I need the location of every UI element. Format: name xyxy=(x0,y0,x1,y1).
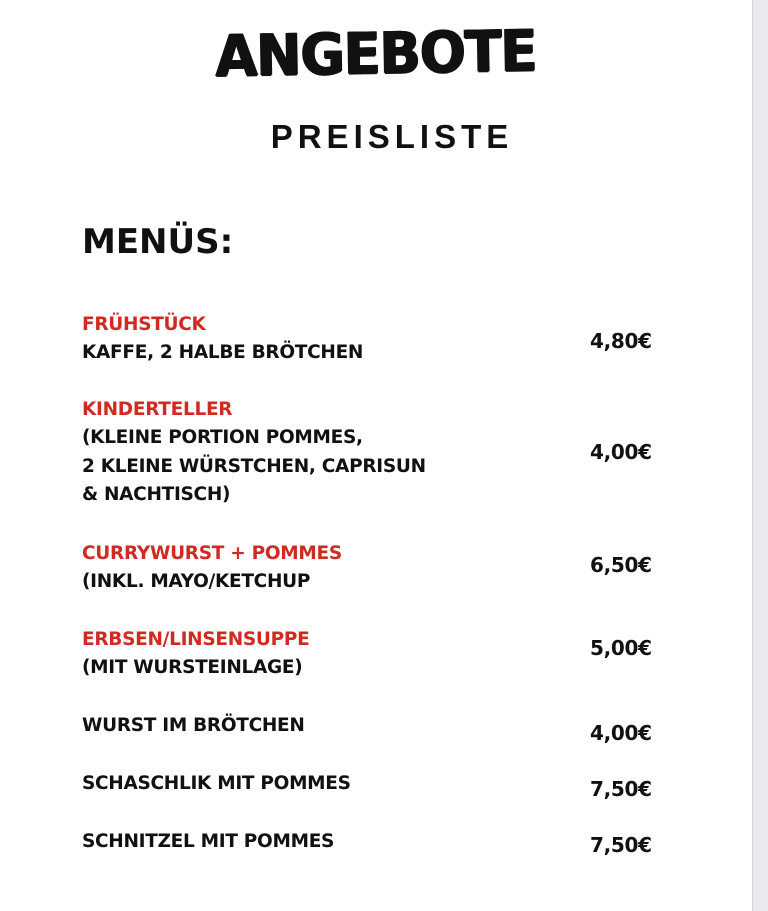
menu-item-currywurst xyxy=(82,540,552,597)
menu-item-price: 4,00€ xyxy=(590,721,652,745)
menu-item-price: 6,50€ xyxy=(590,553,652,577)
menu-item-description: & NACHTISCH) xyxy=(82,484,231,505)
menu-item-name: SCHASCHLIK MIT POMMES xyxy=(82,773,351,794)
menu-item-suppe xyxy=(82,626,552,683)
menu-item-name: SCHNITZEL MIT POMMES xyxy=(82,831,335,852)
menu-item-description: (INKL. MAYO/KETCHUP xyxy=(82,571,311,592)
menu-item-price: 7,50€ xyxy=(590,777,652,801)
menu-item-fruehstueck xyxy=(82,311,552,368)
menu-item-price: 7,50€ xyxy=(590,833,652,857)
menu-item-schnitzel xyxy=(82,828,552,856)
page-subtitle: PREISLISTE xyxy=(270,118,514,155)
section-heading-menus: MENÜS: xyxy=(82,222,234,262)
menu-item-price: 4,80€ xyxy=(590,329,652,353)
menu-item-wurst-im-broetchen xyxy=(82,712,552,740)
menu-item-price: 4,00€ xyxy=(590,440,652,464)
menu-item-description: (MIT WURSTEINLAGE) xyxy=(82,657,303,678)
menu-item-name: FRÜHSTÜCK xyxy=(82,314,206,335)
menu-item-description: (KLEINE PORTION POMMES, xyxy=(82,427,363,448)
menu-item-name: ERBSEN/LINSENSUPPE xyxy=(82,629,310,650)
menu-item-kinderteller xyxy=(82,396,552,510)
menu-item-name: WURST IM BRÖTCHEN xyxy=(82,715,305,736)
menu-item-schaschlik xyxy=(82,770,552,798)
menu-item-description: KAFFE, 2 HALBE BRÖTCHEN xyxy=(82,342,364,363)
menu-item-price: 5,00€ xyxy=(590,636,652,660)
page-title: ANGEBOTE xyxy=(214,17,538,90)
menu-item-description: 2 KLEINE WÜRSTCHEN, CAPRISUN xyxy=(82,455,426,477)
menu-item-name: CURRYWURST + POMMES xyxy=(82,543,342,564)
menu-item-name: KINDERTELLER xyxy=(82,399,233,420)
